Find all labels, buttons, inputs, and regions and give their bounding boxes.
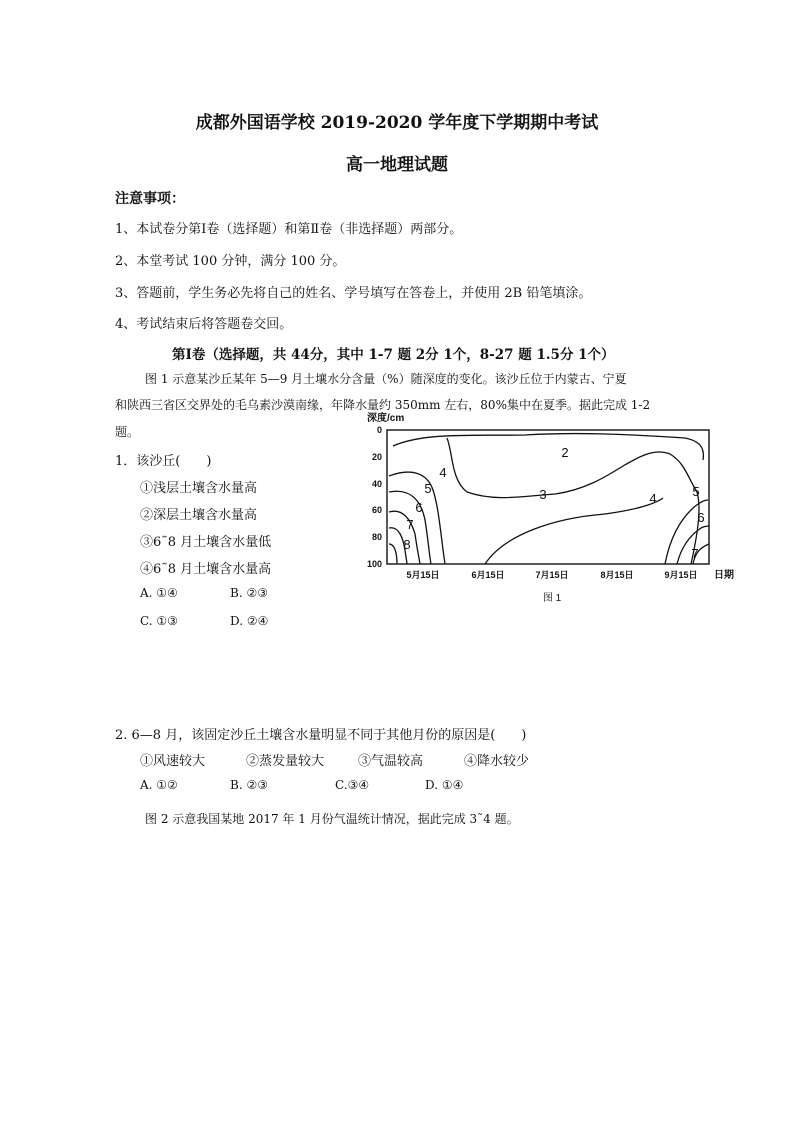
question-1-stem: 1．该沙丘( )	[115, 454, 212, 469]
question-2-option: ④降水较少	[464, 754, 530, 769]
contour-label: 5	[692, 484, 700, 499]
question-2-choice: B. ②③	[230, 778, 268, 792]
question-2-option: ①风速较大	[140, 754, 206, 769]
x-tick-label: 9月15日	[664, 570, 698, 580]
note-item: 4、考试结束后将答题卷交回。	[115, 317, 293, 332]
x-tick-label: 6月15日	[471, 570, 505, 580]
question-1-choice: C. ①③	[140, 614, 178, 628]
y-tick-label: 80	[371, 532, 382, 542]
contour-labels	[403, 445, 704, 561]
contour-label: 8	[403, 537, 411, 552]
contour-line-4-right	[485, 498, 663, 564]
question-1-choice: B. ②③	[230, 586, 268, 600]
note-item: 1、本试卷分第Ⅰ卷（选择题）和第Ⅱ卷（非选择题）两部分。	[115, 222, 463, 237]
x-ticks	[406, 570, 697, 580]
y-tick-label: 40	[371, 479, 382, 489]
intro-text-2: 图 2 示意我国某地 2017 年 1 月份气温统计情况，据此完成 3˜4 题。	[145, 812, 519, 826]
question-2-option: ②蒸发量较大	[246, 754, 325, 769]
question-2-choice: A. ①②	[140, 778, 178, 792]
question-1-option: ①浅层土壤含水量高	[140, 481, 258, 496]
notes-heading: 注意事项：	[115, 191, 185, 207]
question-1-option: ④6˜8 月土壤含水量高	[140, 562, 272, 577]
intro-text-line: 和陕西三省区交界处的毛乌素沙漠南缘，年降水量约 350mm 左右，80%集中在夏季。据此完成 1-2	[115, 398, 651, 412]
x-axis-label: 日期	[714, 570, 734, 581]
y-tick-label: 60	[371, 505, 382, 515]
x-tick-label: 7月15日	[535, 570, 569, 580]
x-tick-label: 8月15日	[600, 570, 634, 580]
contour-label: 6	[697, 510, 705, 525]
y-tick-label: 20	[371, 452, 382, 462]
contour-label: 4	[439, 465, 447, 480]
y-axis-label: 深度/cm	[367, 413, 405, 424]
intro-text-line: 图 1 示意某沙丘某年 5—9 月土壤水分含量（%）随深度的变化。该沙丘位于内蒙古、宁夏	[145, 372, 627, 386]
figure-caption: 图 1	[542, 593, 562, 604]
contour-label: 5	[424, 481, 432, 496]
page-subtitle: 高一地理试题	[346, 155, 448, 175]
contour-label: 7	[406, 517, 414, 532]
y-ticks	[367, 425, 382, 569]
question-1-option: ②深层土壤含水量高	[140, 508, 258, 523]
figure-1-contour-chart	[355, 408, 745, 608]
question-1-choice: D. ②④	[230, 614, 269, 628]
x-tick-label: 5月15日	[406, 570, 440, 580]
contour-line-8	[389, 544, 397, 564]
question-2-choice: C.③④	[335, 778, 370, 792]
y-tick-label: 0	[376, 425, 382, 435]
contour-label: 6	[415, 500, 423, 515]
contour-label: 4	[649, 491, 657, 506]
note-item: 3、答题前，学生务必先将自己的姓名、学号填写在答卷上，并使用 2B 铅笔填涂。	[115, 286, 592, 301]
question-1-choice: A. ①④	[140, 586, 178, 600]
contour-line-2	[393, 434, 703, 460]
question-2-choice: D. ①④	[425, 778, 464, 792]
contour-label: 3	[539, 487, 547, 502]
intro-text-line: 题。	[115, 425, 140, 439]
y-tick-label: 100	[366, 559, 382, 569]
section-heading: 第Ⅰ卷（选择题，共 44分，其中 1-7 题 2分 1个，8-27 题 1.5分 1个）	[172, 347, 615, 363]
contour-label: 2	[561, 445, 569, 460]
question-2-stem: 2. 6—8 月，该固定沙丘土壤含水量明显不同于其他月份的原因是( )	[115, 728, 527, 743]
note-item: 2、本堂考试 100 分钟，满分 100 分。	[115, 254, 346, 269]
page-title: 成都外国语学校 2019-2020 学年度下学期期中考试	[195, 113, 599, 133]
contour-line-3	[447, 438, 699, 564]
contour-label: 7	[691, 546, 699, 561]
question-1-option: ③6˜8 月土壤含水量低	[140, 535, 272, 550]
question-2-option: ③气温较高	[358, 754, 424, 769]
